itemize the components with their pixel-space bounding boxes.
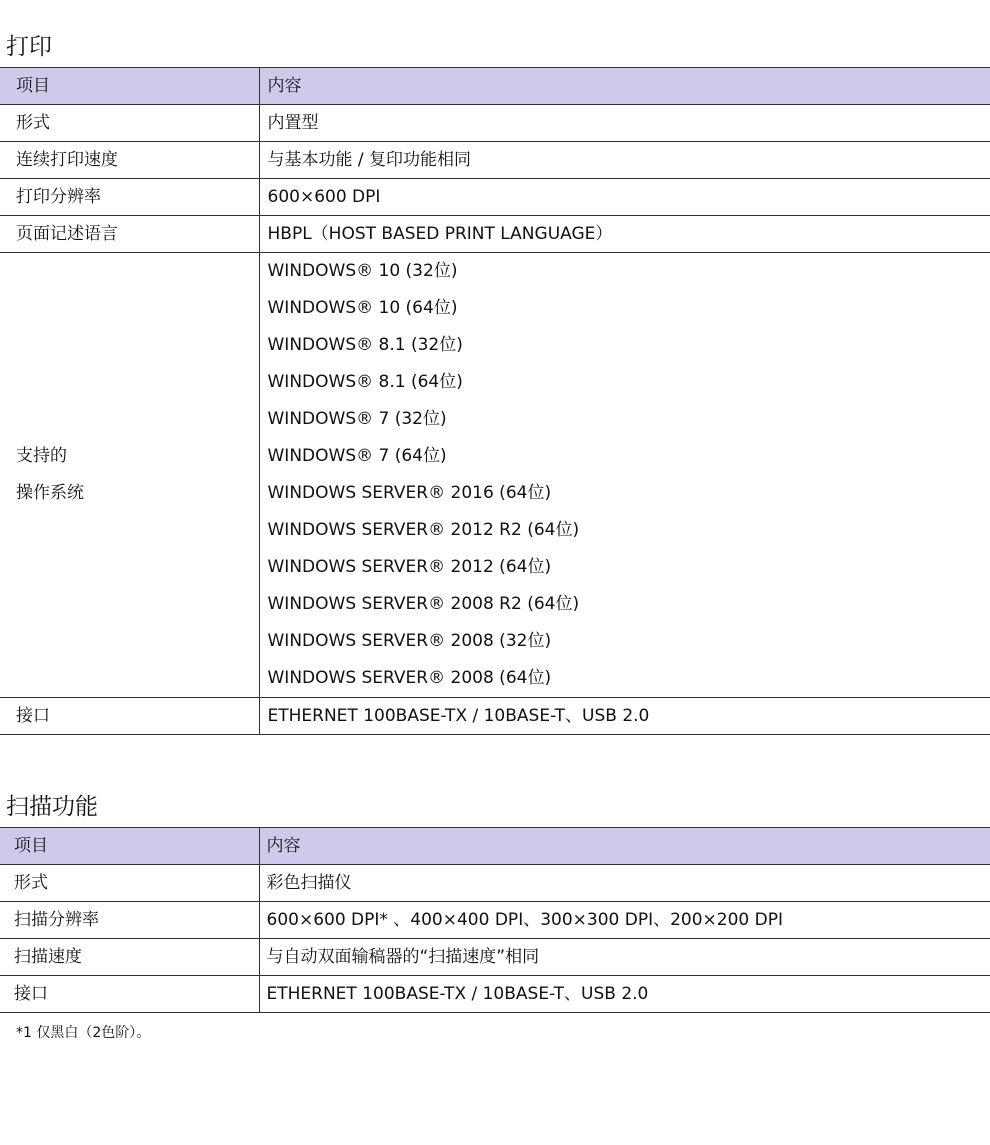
row-item: 接口 — [0, 698, 259, 735]
row-content: 600×600 DPI — [259, 179, 990, 216]
os-list-item: WINDOWS SERVER® 2012 R2 (64位) — [267, 520, 580, 540]
row-content: 与自动双面输稿器的“扫描速度”相同 — [259, 939, 990, 976]
row-content: 与基本功能 / 复印功能相同 — [259, 142, 990, 179]
table-row — [0, 902, 990, 939]
os-support-row — [0, 253, 990, 698]
header-content: 内容 — [259, 68, 990, 105]
os-list-item: WINDOWS SERVER® 2012 (64位) — [267, 557, 552, 577]
scan-section-title: 扫描功能 — [6, 794, 98, 820]
row-content: HBPL（HOST BASED PRINT LANGUAGE） — [259, 216, 990, 253]
os-list-item: WINDOWS® 10 (32位) — [267, 261, 458, 281]
row-item: 扫描速度 — [0, 939, 259, 976]
scan-spec-table — [0, 827, 990, 1013]
os-label-line2: 操作系统 — [16, 483, 84, 503]
table-row — [0, 216, 990, 253]
row-item: 形式 — [0, 865, 259, 902]
row-content: ETHERNET 100BASE-TX / 10BASE-T、USB 2.0 — [259, 976, 990, 1013]
table-row — [0, 105, 990, 142]
os-list-item: WINDOWS® 7 (64位) — [267, 446, 447, 466]
row-item: 页面记述语言 — [0, 216, 259, 253]
table-row — [0, 698, 990, 735]
os-list-item: WINDOWS® 10 (64位) — [267, 298, 458, 318]
print-spec-table — [0, 67, 990, 735]
row-content: 彩色扫描仪 — [259, 865, 990, 902]
table-row — [0, 939, 990, 976]
row-content: ETHERNET 100BASE-TX / 10BASE-T、USB 2.0 — [259, 698, 990, 735]
os-list-item: WINDOWS® 7 (32位) — [267, 409, 447, 429]
footnote: *1 仅黑白（2色阶）。 — [16, 1025, 151, 1041]
os-list-item: WINDOWS SERVER® 2008 (32位) — [267, 631, 552, 651]
os-list-item: WINDOWS SERVER® 2008 R2 (64位) — [267, 594, 580, 614]
row-item: 连续打印速度 — [0, 142, 259, 179]
os-list-item: WINDOWS SERVER® 2008 (64位) — [267, 668, 552, 688]
os-list — [268, 253, 990, 697]
os-support-list-cell — [259, 253, 990, 698]
print-section-title: 打印 — [6, 34, 52, 60]
row-item: 打印分辨率 — [0, 179, 259, 216]
os-support-label — [0, 253, 259, 698]
header-item: 项目 — [0, 68, 259, 105]
table-header-row — [0, 828, 990, 865]
row-item: 扫描分辨率 — [0, 902, 259, 939]
table-row — [0, 865, 990, 902]
table-row — [0, 976, 990, 1013]
table-header-row — [0, 68, 990, 105]
os-list-item: WINDOWS SERVER® 2016 (64位) — [267, 483, 552, 503]
table-row — [0, 142, 990, 179]
os-list-item: WINDOWS® 8.1 (64位) — [267, 372, 463, 392]
row-item: 形式 — [0, 105, 259, 142]
row-content: 内置型 — [259, 105, 990, 142]
os-list-item: WINDOWS® 8.1 (32位) — [267, 335, 463, 355]
header-item: 项目 — [0, 828, 259, 865]
row-item: 接口 — [0, 976, 259, 1013]
row-content: 600×600 DPI* 、400×400 DPI、300×300 DPI、200×200 DPI — [259, 902, 990, 939]
table-row — [0, 179, 990, 216]
header-content: 内容 — [259, 828, 990, 865]
os-label-line1: 支持的 — [16, 446, 67, 466]
